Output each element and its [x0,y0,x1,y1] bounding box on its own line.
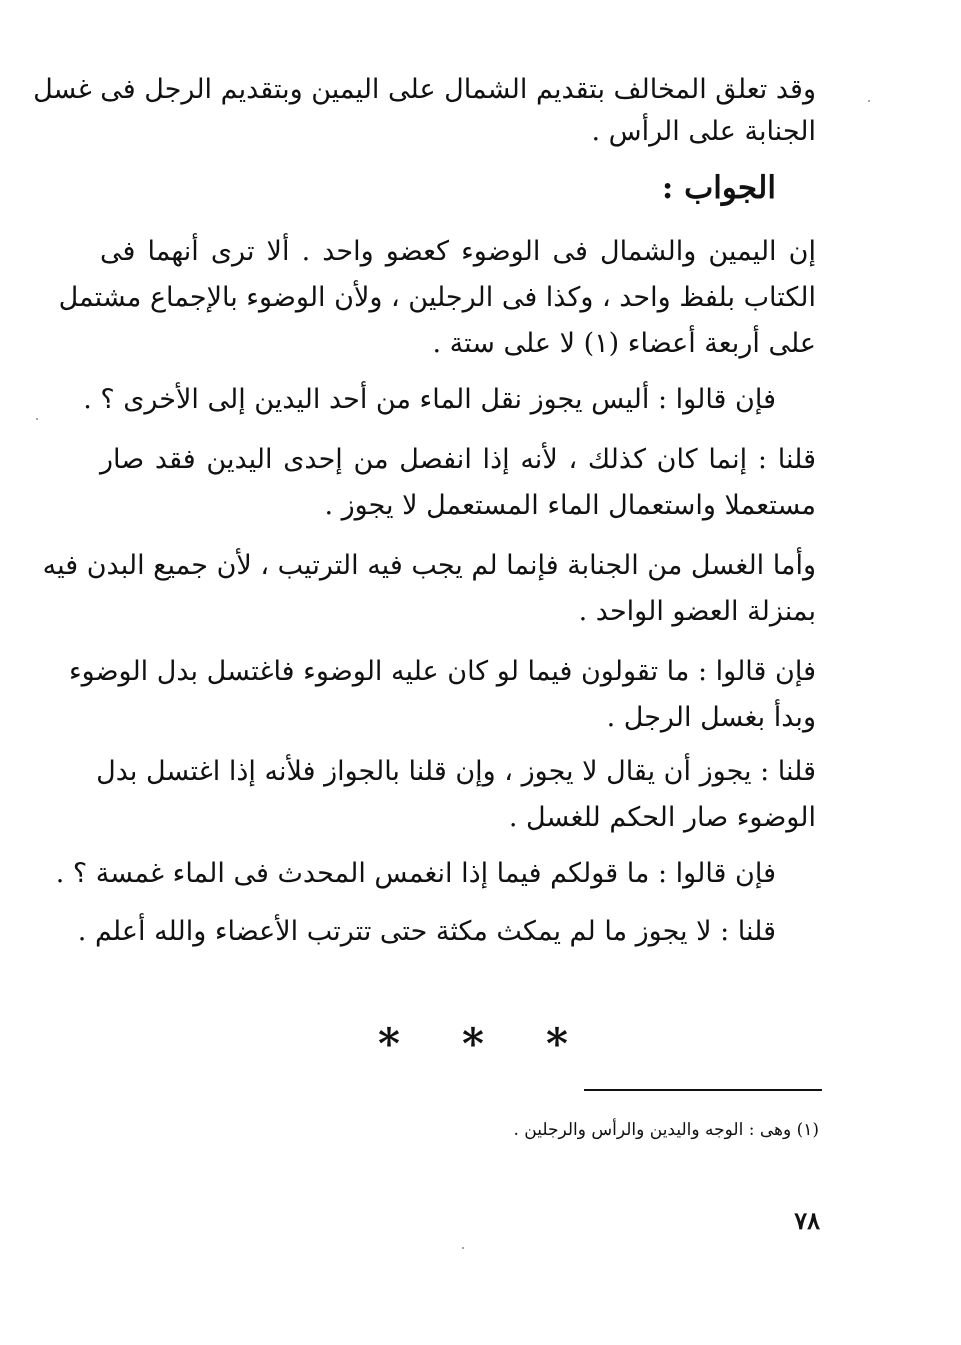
text-line: قلنا : إنما كان كذلك ، لأنه إذا انفصل من إحدى اليدين فقد صار [100,444,816,475]
footnote: (١) وهى : الوجه واليدين والرأس والرجلين . [513,1120,819,1140]
text-line: على أربعة أعضاء (١) لا على ستة . [432,328,816,359]
scan-speck [36,418,38,420]
text-line: قلنا : يجوز أن يقال لا يجوز ، وإن قلنا بالجواز فلأنه إذا اغتسل بدل [96,756,816,787]
asterisk: * [546,1019,568,1068]
asterisk: * [462,1019,484,1068]
asterisk: * [378,1019,400,1068]
text-line: فإن قالوا : ما قولكم فيما إذا انغمس المحدث فى الماء غمسة ؟ . [55,858,776,889]
page-number: ٧٨ [794,1206,820,1235]
answer-heading: الجواب : [661,170,776,206]
scan-speck [868,100,870,102]
scan-speck [462,1247,464,1249]
text-line: وقد تعلق المخالف بتقديم الشمال على اليمين وبتقديم الرجل فى غسل [33,74,816,105]
text-line: وبدأ بغسل الرجل . [606,702,816,733]
text-line: الوضوء صار الحكم للغسل . [508,802,816,833]
text-line: إن اليمين والشمال فى الوضوء كعضو واحد . ألا ترى أنهما فى [100,236,816,267]
text-line: فإن قالوا : أليس يجوز نقل الماء من أحد اليدين إلى الأخرى ؟ . [83,384,776,415]
text-line: فإن قالوا : ما تقولون فيما لو كان عليه الوضوء فاغتسل بدل الوضوء [68,656,816,687]
text-line: الجنابة على الرأس . [591,116,816,147]
footnote-rule [584,1089,822,1091]
text-line: بمنزلة العضو الواحد . [578,596,816,627]
text-line: قلنا : لا يجوز ما لم يمكث مكثة حتى تترتب الأعضاء والله أعلم . [77,916,776,947]
text-line: وأما الغسل من الجنابة فإنما لم يجب فيه الترتيب ، لأن جميع البدن فيه [42,550,816,581]
section-separator [378,1019,568,1068]
text-line: الكتاب بلفظ واحد ، وكذا فى الرجلين ، ولأن الوضوء بالإجماع مشتمل [58,282,816,313]
text-line: مستعملا واستعمال الماء المستعمل لا يجوز . [324,490,816,521]
